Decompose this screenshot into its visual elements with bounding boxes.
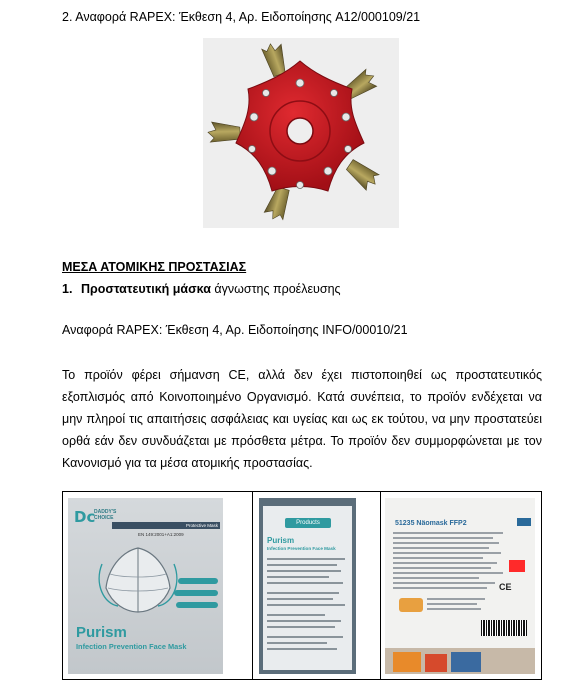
box3-logo [399,598,423,612]
feature-arrow [178,578,218,584]
red-marker [509,560,525,572]
box3-fine-print [393,532,505,592]
item-1-title-bold: Προστατευτική μάσκα [81,282,211,296]
box3-title: 51235 Näomask FFP2 [395,520,467,527]
brand-logo: Dc [74,508,96,526]
box-banner: Protective Mask [112,522,220,529]
mask-box-photo-3 [385,498,535,674]
item-1-title-rest: άγνωστης προέλευσης [210,282,341,296]
mask-box-photo-1 [68,498,223,674]
products-tab: Products [285,518,331,528]
box2-product-subtitle: Infection Prevention Face Mask [267,546,336,551]
table-divider [380,492,381,679]
mask-box-photo-2 [259,498,356,674]
brand-name: DADDY'S CHOICE [94,509,117,521]
rapex-reference-item-1: Αναφορά RAPEX: Έκθεση 4, Αρ. Ειδοποίησης INFO/00010/21 [62,323,408,337]
rapex-reference-item-2: 2. Αναφορά RAPEX: Έκθεση 4, Αρ. Ειδοποίησης A12/000109/21 [62,10,421,24]
blade-product-photo [203,38,399,228]
box3-address-print [427,598,487,613]
feature-arrow [176,602,218,608]
box2-product-name: Purism [267,536,295,545]
box-product-name: Purism [76,624,127,641]
ce-mark: CE [499,582,512,592]
fine-print [267,558,347,654]
feature-arrow [174,590,218,596]
box-product-subtitle: Infection Prevention Face Mask [76,642,187,651]
background-object [393,652,421,672]
table-divider [252,492,253,679]
item-1-title [62,281,341,297]
background-object [425,654,447,672]
brush-cutter-blade-image [203,38,399,228]
box3-badge [517,518,531,526]
standard-label: EN 149:2001+A1:2009 [138,532,184,537]
product-description: Το προϊόν φέρει σήμανση CE, αλλά δεν έχει πιστοποιηθεί ως προστατευτικός εξοπλισμός από Κοινοποιημένο Οργανισμό. Κατά συνέπεια, το προϊόν ενδέχεται να μην πληροί τις απαιτήσεις ασφάλειας και υγείας και ως εκ τούτου, να μην προστατεύει ορθά εάν δεν συνδυάζεται με πρόσθετα μέτρα. Το προϊόν δεν συμμορφώνεται με τον Κανονισμό για τα μέσα ατομικής προστασίας. [62,368,542,470]
item-1-number: 1. [62,282,73,296]
section-heading-ppe: ΜΕΣΑ ΑΤΟΜΙΚΗΣ ΠΡΟΣΤΑΣΙΑΣ [62,260,247,274]
background-object [451,652,481,672]
barcode [481,620,527,636]
mask-illustration [98,544,178,616]
